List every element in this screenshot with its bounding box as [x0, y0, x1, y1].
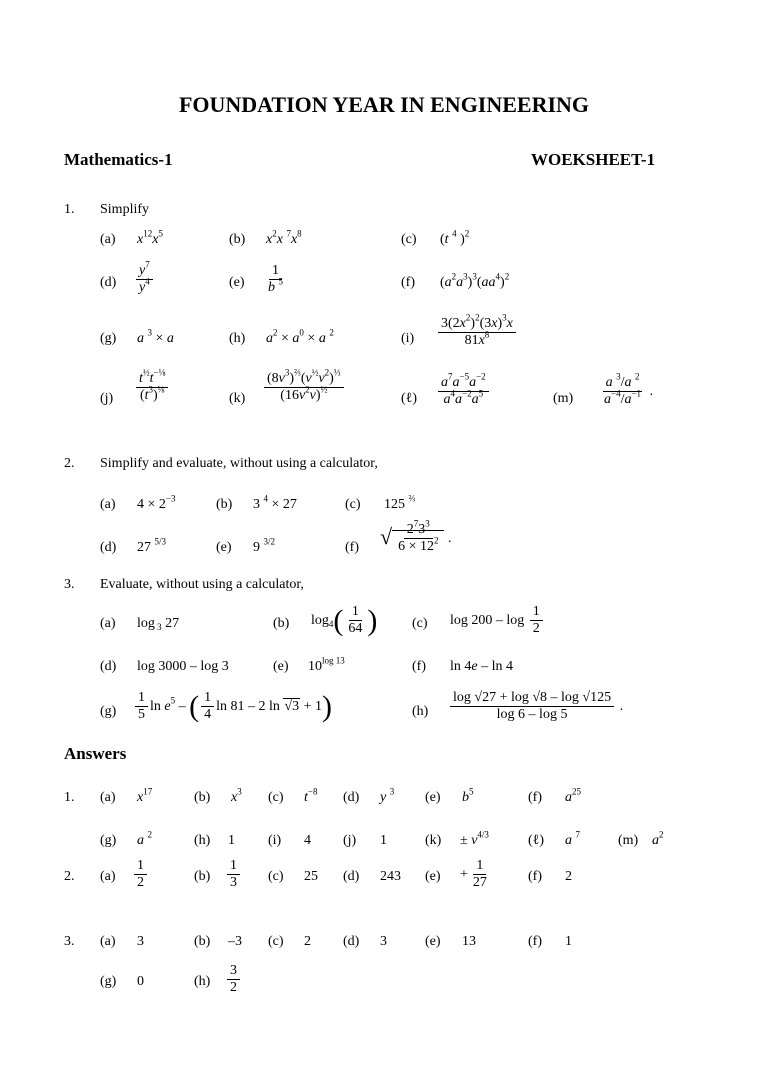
- q3-label-d: (d): [100, 659, 117, 674]
- q1-expr-j: $\frac{t^{\frac{1}{2}}t^{-\frac{1}{8}}}{(t^3)^{\frac{1}{8}}}$: [134, 371, 170, 404]
- q1-label-k: (k): [229, 391, 246, 406]
- ans1-label-i: (i): [268, 833, 282, 848]
- ans2-value-d: 243: [380, 869, 401, 884]
- ans1-value-k: ± $v^{4/3}$: [460, 829, 489, 848]
- ans2-value-b: $\frac{1}{3}$: [225, 858, 242, 891]
- q3-expr-h: $\frac{\log √27 + \log √8 - \log √125}{\log 6 - \log 5}$ .: [448, 690, 623, 723]
- q1-label-e: (e): [229, 275, 245, 290]
- q2-label-e: (e): [216, 540, 232, 555]
- subject-title: Mathematics-1: [64, 150, 173, 169]
- ans1-value-e: $b^5$: [462, 786, 474, 805]
- q3-prompt: Evaluate, without using a calculator,: [100, 577, 304, 592]
- q1-label-m: (m): [553, 391, 574, 406]
- ans3-value-f: 1: [565, 934, 572, 949]
- ans3-label-g: (g): [100, 974, 117, 989]
- q3-expr-a: log $_3$ 27: [137, 616, 180, 633]
- q1-label-a: (a): [100, 232, 116, 247]
- ans1-value-b: $x^3$: [231, 786, 242, 805]
- ans3-value-b: –3: [228, 934, 242, 949]
- q2-label-b: (b): [216, 497, 233, 512]
- ans2-label-f: (f): [528, 869, 542, 884]
- q3-label-c: (c): [412, 616, 428, 631]
- ans1-label-f: (f): [528, 790, 542, 805]
- q1-label-l: (ℓ): [401, 391, 418, 406]
- ans1-value-g: a $^2$: [137, 829, 152, 848]
- page-title: FOUNDATION YEAR IN ENGINEERING: [178, 92, 590, 117]
- ans2-value-e: + $\frac{1}{27}$: [460, 858, 487, 891]
- ans3-label-c: (c): [268, 934, 284, 949]
- q3-label-f: (f): [412, 659, 426, 674]
- q1-expr-f: $(a^2a^3)^3(aa^4)^2$: [440, 271, 510, 290]
- ans3-label-d: (d): [343, 934, 360, 949]
- ans3-number: 3.: [64, 934, 75, 949]
- q1-expr-b: $x^2x$ $^7x^8$: [266, 228, 302, 247]
- ans3-value-h: $\frac{3}{2}$: [225, 963, 242, 996]
- q2-expr-d: 27 $^{5/3}$: [137, 536, 167, 555]
- ans1-label-m: (m): [618, 833, 639, 848]
- q3-label-b: (b): [273, 616, 290, 631]
- q1-expr-k: $\frac{(8v^3)^{\frac{2}{3}}(v^{\frac{1}{2}}v^2)^{\frac{1}{3}}}{(16v^2v)^{\frac{1}{2}}}$: [262, 371, 346, 404]
- q3-label-a: (a): [100, 616, 116, 631]
- ans1-label-j: (j): [343, 833, 357, 848]
- ans1-value-a: $x^{17}$: [137, 786, 153, 805]
- ans3-value-c: 2: [304, 934, 311, 949]
- ans1-value-m: $a^2$: [652, 829, 664, 848]
- ans1-label-c: (c): [268, 790, 284, 805]
- ans1-value-i: 4: [304, 833, 311, 848]
- q1-expr-g: a $^3$ × a: [137, 327, 174, 346]
- q1-label-i: (i): [401, 331, 415, 346]
- ans2-value-f: 2: [565, 869, 572, 884]
- ans3-value-d: 3: [380, 934, 387, 949]
- q3-number: 3.: [64, 577, 75, 592]
- ans1-value-d: y $^3$: [380, 786, 395, 805]
- q1-expr-a: $x^{12}x^5$: [137, 228, 163, 247]
- q1-label-j: (j): [100, 391, 114, 406]
- q1-number: 1.: [64, 202, 75, 217]
- ans3-label-e: (e): [425, 934, 441, 949]
- q3-expr-d: log 3000 – log 3: [137, 659, 229, 674]
- q2-expr-c: 125 $^{\frac{2}{3}}$: [384, 493, 416, 512]
- ans1-label-k: (k): [425, 833, 442, 848]
- q2-label-c: (c): [345, 497, 361, 512]
- q1-expr-h: $a^2 \times a^0 \times a$ $^2$: [266, 327, 334, 346]
- q2-label-d: (d): [100, 540, 117, 555]
- ans2-label-c: (c): [268, 869, 284, 884]
- ans1-label-d: (d): [343, 790, 360, 805]
- q2-label-a: (a): [100, 497, 116, 512]
- ans2-label-b: (b): [194, 869, 211, 884]
- ans1-value-c: $t^{-8}$: [304, 786, 318, 805]
- q1-expr-l: $\frac{a^7a^{-5}a^{-2}}{a^4a^{-2}a^5}$: [436, 375, 491, 408]
- ans1-value-f: $a^{25}$: [565, 786, 581, 805]
- q3-expr-b: $\log_4$( $\frac{1}{64}$ ): [311, 603, 378, 637]
- q1-label-c: (c): [401, 232, 417, 247]
- q3-label-g: (g): [100, 704, 117, 719]
- q1-label-d: (d): [100, 275, 117, 290]
- ans1-label-h: (h): [194, 833, 211, 848]
- ans1-value-l: a $^7$: [565, 829, 580, 848]
- ans3-label-h: (h): [194, 974, 211, 989]
- q1-prompt: Simplify: [100, 202, 150, 217]
- ans1-value-j: 1: [380, 833, 387, 848]
- ans2-number: 2.: [64, 869, 75, 884]
- q1-label-b: (b): [229, 232, 246, 247]
- answers-heading: Answers: [64, 744, 127, 763]
- q2-expr-e: 9 $^{3/2}$: [253, 536, 276, 555]
- ans1-value-h: 1: [228, 833, 235, 848]
- q1-expr-m: $\frac{a ^3/a ^2}{a^{-4}/a^{-1}}$ .: [604, 371, 654, 408]
- q3-expr-c: log 200 – log $\frac{1}{2}$: [450, 604, 545, 637]
- ans3-label-b: (b): [194, 934, 211, 949]
- q1-expr-i: $\frac{3(2x^2)^2(3x)^3x}{81x^8}$: [436, 316, 518, 349]
- ans1-label-e: (e): [425, 790, 441, 805]
- ans3-label-f: (f): [528, 934, 542, 949]
- q2-number: 2.: [64, 456, 75, 471]
- ans2-label-e: (e): [425, 869, 441, 884]
- q2-label-f: (f): [345, 540, 359, 555]
- q2-expr-b: 3 $^4$ × 27: [253, 493, 297, 512]
- q3-expr-e: $10^{log 13}$: [308, 655, 345, 674]
- ans3-value-g: 0: [137, 974, 144, 989]
- ans1-label-g: (g): [100, 833, 117, 848]
- q1-expr-e: $\frac{1}{b ^5}$: [268, 263, 283, 296]
- q3-expr-g: $\frac{1}{5}$ $\ln e^5$ – ( $\frac{1}{4}$ ln 81 – 2 ln √3 + 1): [133, 690, 332, 723]
- ans3-value-e: 13: [462, 934, 476, 949]
- q3-label-e: (e): [273, 659, 289, 674]
- q2-expr-f: √ $\frac{2^73^3}{6 \times 12^2}$ .: [380, 518, 452, 555]
- ans1-number: 1.: [64, 790, 75, 805]
- q1-label-f: (f): [401, 275, 415, 290]
- q3-label-h: (h): [412, 704, 429, 719]
- ans3-value-a: 3: [137, 934, 144, 949]
- ans1-label-l: (ℓ): [528, 833, 545, 848]
- q1-expr-d: $\frac{y^7}{y^4}$: [134, 263, 155, 296]
- q1-label-g: (g): [100, 331, 117, 346]
- ans2-value-a: $\frac{1}{2}$: [132, 858, 149, 891]
- ans2-label-a: (a): [100, 869, 116, 884]
- q2-expr-a: $4 \times 2^{-3}$: [137, 493, 176, 512]
- ans1-label-a: (a): [100, 790, 116, 805]
- ans2-label-d: (d): [343, 869, 360, 884]
- ans1-label-b: (b): [194, 790, 211, 805]
- ans3-label-a: (a): [100, 934, 116, 949]
- worksheet-title: WOEKSHEET-1: [531, 150, 656, 169]
- ans2-value-c: 25: [304, 869, 318, 884]
- q2-prompt: Simplify and evaluate, without using a calculator,: [100, 456, 378, 471]
- q3-expr-f: ln 4e – ln 4: [450, 659, 513, 674]
- q1-expr-c: (t $^4$ )$^2$: [440, 228, 470, 247]
- q1-label-h: (h): [229, 331, 246, 346]
